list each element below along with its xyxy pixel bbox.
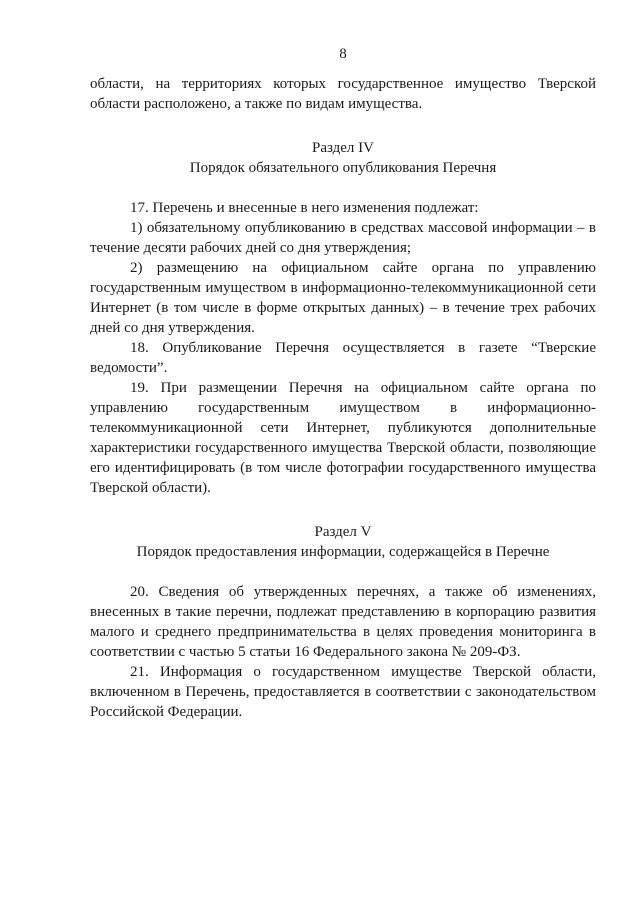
paragraph-17-item-1: 1) обязательному опубликованию в средствах массовой информации – в течение десяти рабочих дней со дня утверждения; <box>90 220 596 256</box>
paragraph-21: 21. Информация о государственном имуществе Тверской области, включенном в Перечень, предоставляется в соответствии с законодательством Российской Федерации. <box>90 664 596 720</box>
paragraph-18: 18. Опубликование Перечня осуществляется в газете “Тверские ведомости”. <box>90 340 596 376</box>
paragraph-17-item-2: 2) размещению на официальном сайте органа по управлению государственным имуществом в информационно-телекоммуникационной сети Интернет (в том числе в форме открытых данных) – в течение трех рабочих дней со дня утверждения. <box>90 260 596 336</box>
section-5-title: Порядок предоставления информации, содержащейся в Перечне <box>136 544 550 560</box>
paragraph-19: 19. При размещении Перечня на официальном сайте органа по управлению государственным имуществом в информационно-телекоммуникационной сети Интернет, публикуются дополнительные характеристики государственного имущества Тверской области, позволяющие его идентифицировать (в том числе фотографии государственного имущества Тверской области). <box>90 380 596 496</box>
section-5-heading: Раздел V <box>314 524 372 540</box>
paragraph-17: 17. Перечень и внесенные в него изменения подлежат: <box>130 200 479 216</box>
carry-over-paragraph: области, на территориях которых государственное имущество Тверской области расположено, а также по видам имущества. <box>90 76 596 112</box>
paragraph-20: 20. Сведения об утвержденных перечнях, а также об изменениях, внесенных в такие перечни, подлежат представлению в корпорацию развития малого и среднего предпринимательства в целях проведения мониторинга в соответствии с частью 5 статьи 16 Федерального закона № 209-ФЗ. <box>90 584 596 660</box>
document-page <box>90 44 596 722</box>
section-4-heading: Раздел IV <box>311 140 374 156</box>
section-4-title: Порядок обязательного опубликования Перечня <box>189 160 497 176</box>
page-number: 8 <box>339 46 347 62</box>
